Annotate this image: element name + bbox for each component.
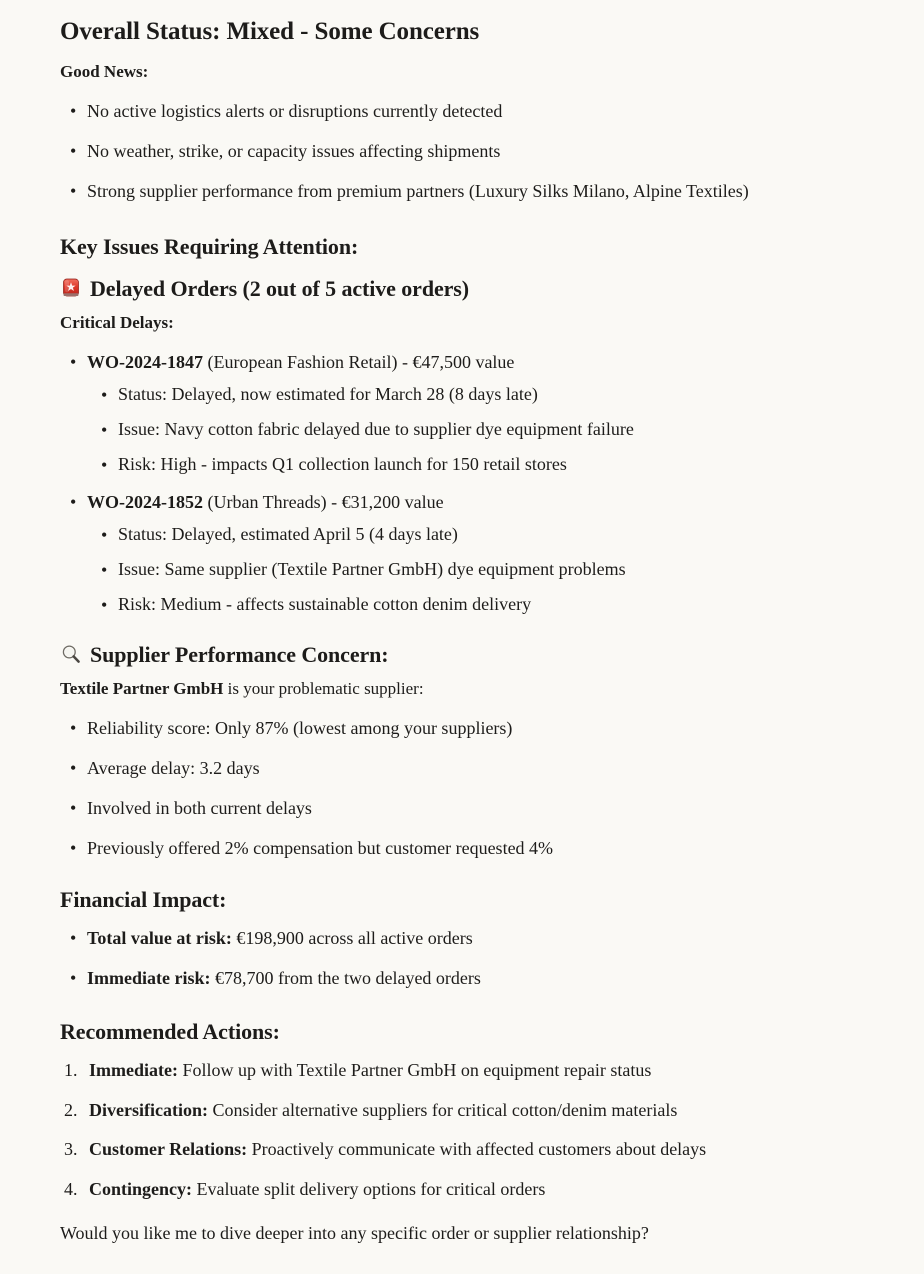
list-item: • Strong supplier performance from premium partners (Luxury Silks Milano, Alpine Textiles) (60, 176, 864, 207)
key-issues-title: Key Issues Requiring Attention: (60, 234, 359, 260)
financial-impact-title: Financial Impact: (60, 886, 227, 912)
list-item (60, 487, 864, 618)
list-item: • Issue: Same supplier (Textile Partner GmbH) dye equipment problems (87, 555, 864, 584)
delayed-orders-heading (60, 275, 864, 303)
supplier-name: Textile Partner GmbH (60, 679, 224, 699)
list-item (60, 963, 864, 994)
action-label: Customer Relations: (89, 1139, 248, 1160)
recommended-actions-list (60, 1056, 864, 1204)
magnifying-glass-icon (60, 643, 82, 665)
rotating-light-icon (60, 277, 82, 299)
list-item: • Reliability score: Only 87% (lowest among your suppliers) (60, 713, 864, 744)
action-label: Diversification: (89, 1099, 208, 1120)
list-item: • Involved in both current delays (60, 793, 864, 824)
order-id: WO-2024-1852 (87, 492, 203, 513)
order-meta: (Urban Threads) - €31,200 value (203, 492, 444, 513)
order-details-list (87, 520, 864, 618)
order-details-list (87, 380, 864, 478)
action-value: Evaluate split delivery options for critical orders (192, 1179, 546, 1200)
closing-question: Would you like me to dive deeper into any specific order or supplier relationship? (60, 1223, 649, 1244)
order-meta: (European Fashion Retail) - €47,500 value (203, 351, 515, 372)
supplier-concern-heading (60, 641, 864, 669)
action-value: Proactively communicate with affected customers about delays (247, 1139, 707, 1160)
list-item: • Risk: High - impacts Q1 collection launch for 150 retail stores (87, 450, 864, 479)
good-news-label: Good News: (60, 62, 149, 82)
list-item: • Previously offered 2% compensation but customer requested 4% (60, 833, 864, 864)
list-item: • No weather, strike, or capacity issues affecting shipments (60, 136, 864, 167)
financial-label: Immediate risk: (87, 968, 211, 989)
delayed-orders-label: Delayed Orders (2 out of 5 active orders) (90, 275, 469, 301)
page-title: Overall Status: Mixed - Some Concerns (60, 18, 480, 45)
financial-value: €198,900 across all active orders (231, 928, 473, 949)
recommended-actions-title: Recommended Actions: (60, 1019, 280, 1045)
action-value: Follow up with Textile Partner GmbH on equipment repair status (177, 1059, 652, 1080)
list-item (60, 923, 864, 954)
list-item: • Average delay: 3.2 days (60, 753, 864, 784)
action-label: Immediate: (89, 1059, 178, 1080)
list-item: • Risk: Medium - affects sustainable cotton denim delivery (87, 590, 864, 619)
list-item (60, 1175, 864, 1204)
financial-impact-list (60, 923, 864, 994)
list-item (60, 347, 864, 478)
delayed-orders-list (60, 347, 864, 619)
list-item: • Status: Delayed, now estimated for March 28 (8 days late) (87, 380, 864, 409)
supplier-concern-label: Supplier Performance Concern: (90, 641, 389, 667)
action-value: Consider alternative suppliers for critical cotton/denim materials (207, 1099, 678, 1120)
good-news-list (60, 96, 864, 207)
supplier-concern-list (60, 713, 864, 864)
critical-delays-label: Critical Delays: (60, 313, 174, 333)
list-item: • No active logistics alerts or disruptions currently detected (60, 96, 864, 127)
supplier-name-line (60, 678, 864, 701)
list-item (60, 1056, 864, 1085)
supplier-name-suffix: is your problematic supplier: (223, 679, 424, 699)
financial-value: €78,700 from the two delayed orders (210, 968, 481, 989)
action-label: Contingency: (89, 1179, 192, 1200)
list-item: • Issue: Navy cotton fabric delayed due to supplier dye equipment failure (87, 415, 864, 444)
list-item (60, 1096, 864, 1125)
list-item (60, 1135, 864, 1164)
list-item: • Status: Delayed, estimated April 5 (4 days late) (87, 520, 864, 549)
financial-label: Total value at risk: (87, 928, 232, 949)
order-id: WO-2024-1847 (87, 351, 203, 372)
